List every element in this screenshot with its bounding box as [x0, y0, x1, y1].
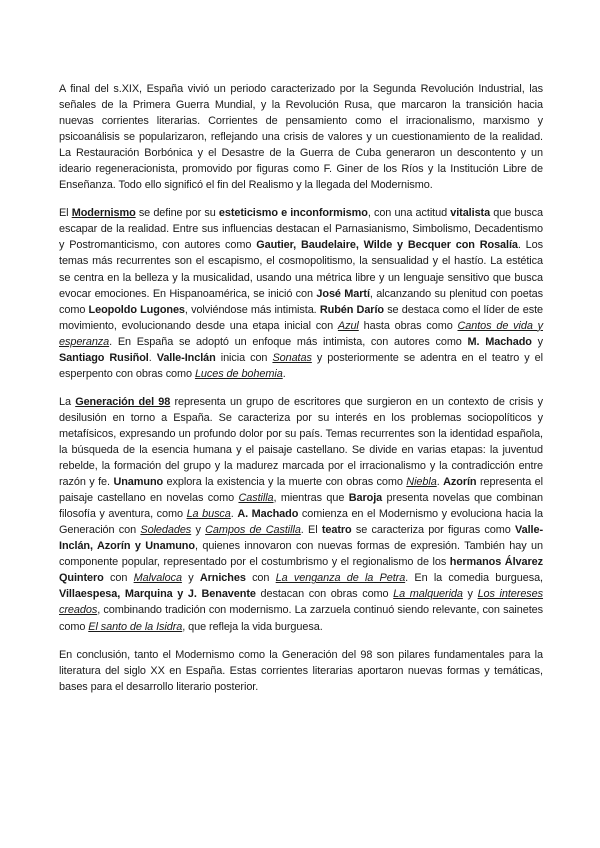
- bold-term: Arniches: [199, 572, 246, 585]
- work-title: Castilla: [238, 492, 274, 505]
- text-run: y: [531, 335, 544, 348]
- bold-term: Unamuno: [113, 476, 164, 489]
- text-run: con: [245, 572, 276, 585]
- work-title: Soledades: [140, 524, 192, 537]
- work-title: Luces de bohemia: [194, 367, 283, 380]
- text-run: .: [230, 508, 238, 521]
- bold-term: M. Machado: [467, 335, 532, 348]
- bold-term: Baroja: [348, 492, 383, 505]
- text-run: , volviéndose más intimista.: [184, 303, 320, 316]
- work-title: El santo de la Isidra: [88, 620, 183, 633]
- text-run: explora la existencia y la muerte con obras como: [163, 476, 407, 489]
- work-title: La venganza de la Petra: [275, 572, 406, 585]
- work-title: Campos de Castilla: [205, 524, 301, 537]
- bold-term: Santiago Rusiñol: [59, 351, 149, 364]
- bold-term: Villaespesa, Marquina y J. Benavente: [59, 588, 256, 601]
- text-run: .: [436, 476, 444, 489]
- work-title: Sonatas: [272, 351, 312, 364]
- bold-term: Azorín: [443, 476, 477, 489]
- text-run: y: [462, 588, 478, 601]
- paragraph-modernismo: [59, 205, 543, 382]
- text-run: inicia con: [215, 351, 273, 364]
- bold-term: vitalista: [450, 207, 491, 220]
- paragraph-intro: [59, 81, 543, 193]
- paragraph-generacion-98: [59, 394, 543, 635]
- section-heading-term: Modernismo: [71, 207, 136, 220]
- bold-term: Gautier, Baudelaire, Wilde y Becquer con Rosalía: [256, 239, 518, 252]
- text-run: .: [148, 351, 157, 364]
- text-run: y: [191, 524, 206, 537]
- text-run: .: [282, 367, 286, 380]
- text-run: y: [181, 572, 200, 585]
- bold-term: hermanos Álvarez Quintero: [59, 556, 543, 585]
- work-title: Los intereses creados: [59, 588, 544, 617]
- work-title: Malvaloca: [133, 572, 182, 585]
- section-heading-term: Generación del 98: [75, 395, 171, 408]
- work-title: Cantos de vida y esperanza: [59, 319, 543, 348]
- text-run: , con una actitud: [367, 207, 451, 220]
- bold-term: esteticismo e inconformismo: [218, 207, 368, 220]
- bold-term: Leopoldo Lugones: [88, 303, 185, 316]
- text-run: , quienes innovaron con nuevas formas de expresión. También hay un componente popular, representado por el costumbrismo y el regionalismo de los: [59, 540, 543, 569]
- bold-term: A. Machado: [237, 508, 299, 521]
- text-run: destacan con obras como: [255, 588, 394, 601]
- text-run: . En la comedia burguesa,: [405, 572, 543, 585]
- text-run: . El: [300, 524, 322, 537]
- text-run: . Los temas más recurrentes son el escapismo, el cosmopolitismo, la sensualidad y el hastío. La estética se centra en la belleza y la musicalidad, usando una métrica libre y un lenguaje sensitivo que busca evocar emociones. En Hispanoamérica, se inició con: [59, 239, 544, 300]
- bold-term: Valle-Inclán: [156, 351, 216, 364]
- text-run: que busca escapar de la realidad. Entre sus influencias destacan el Parnasianismo, Simbolismo, Decadentismo y Postromanticismo, con autores como: [59, 207, 543, 252]
- text-run: , combinando tradición con modernismo. La zarzuela continuó siendo relevante, con sainetes como: [59, 604, 543, 633]
- paragraph-conclusion: [59, 647, 543, 695]
- text-run: , que refleja la vida burguesa.: [182, 620, 323, 633]
- bold-term: José Martí: [316, 287, 370, 300]
- text-run: comienza en el Modernismo y evoluciona hacia la Generación con: [59, 508, 543, 537]
- text-run: y posteriormente se adentra en el teatro y el esperpento con obras como: [59, 351, 543, 380]
- text-run: En conclusión, tanto el Modernismo como la Generación del 98 son pilares fundamentales para la literatura del siglo XX en España. Estas corrientes literarias aportaron nuevas formas y temáticas, bases para el desarrollo literario posterior.: [59, 648, 543, 693]
- work-title: La malquerida: [393, 588, 463, 601]
- text-run: presenta novelas que combinan filosofía y aventura, como: [59, 492, 543, 521]
- bold-term: Valle-Inclán, Azorín y Unamuno: [59, 524, 543, 553]
- text-run: representa el paisaje castellano en novelas como: [59, 476, 543, 505]
- text-run: con: [103, 572, 134, 585]
- text-run: hasta obras como: [358, 319, 458, 332]
- text-run: La: [59, 395, 76, 408]
- text-run: se caracteriza por figuras como: [351, 524, 516, 537]
- text-run: A final del s.XIX, España vivió un periodo caracterizado por la Segunda Revolución Industrial, las señales de la Primera Guerra Mundial, y la Revolución Rusa, que marcaron la transición hacia nuevas corrientes literarias. Corrientes de pensamiento como el irracionalismo, marxismo y psicoanálisis se popularizaron, reflejando una crisis de valores y un cuestionamiento de la realidad. La Restauración Borbónica y el Desastre de la Guerra de Cuba generaron un descontento y un ideario regeneracionista, promovido por figuras como F. Giner de los Ríos y la Institución Libre de Enseñanza. Todo ello significó el fin del Realismo y la llegada del Modernismo.: [59, 83, 543, 192]
- work-title: Niebla: [406, 476, 437, 489]
- text-run: representa un grupo de escritores que surgieron en un contexto de crisis y desilusión en torno a España. Se caracteriza por su interés en los problemas sociopolíticos y metafísicos, expresando un profundo dolor por su país. Temas recurrentes son la identidad española, la búsqueda de la esencia humana y el paisaje castellano. Se divide en varias etapas: la juventud rebelde, la formación del grupo y la madurez marcada por el irracionalismo y la contradicción entre razón y fe.: [59, 395, 543, 489]
- bold-term: Rubén Darío: [319, 303, 384, 316]
- bold-term: teatro: [321, 524, 352, 537]
- text-run: , mientras que: [273, 492, 349, 505]
- text-run: se destaca como el líder de este movimiento, evolucionando desde una etapa inicial con: [59, 303, 543, 332]
- text-run: se define por su: [135, 207, 219, 220]
- text-run: El: [59, 207, 72, 220]
- text-run: , alcanzando su plenitud con poetas como: [59, 287, 543, 316]
- work-title: Azul: [337, 319, 359, 332]
- text-run: . En España se adoptó un enfoque más intimista, con autores como: [109, 335, 468, 348]
- work-title: La busca: [186, 508, 231, 521]
